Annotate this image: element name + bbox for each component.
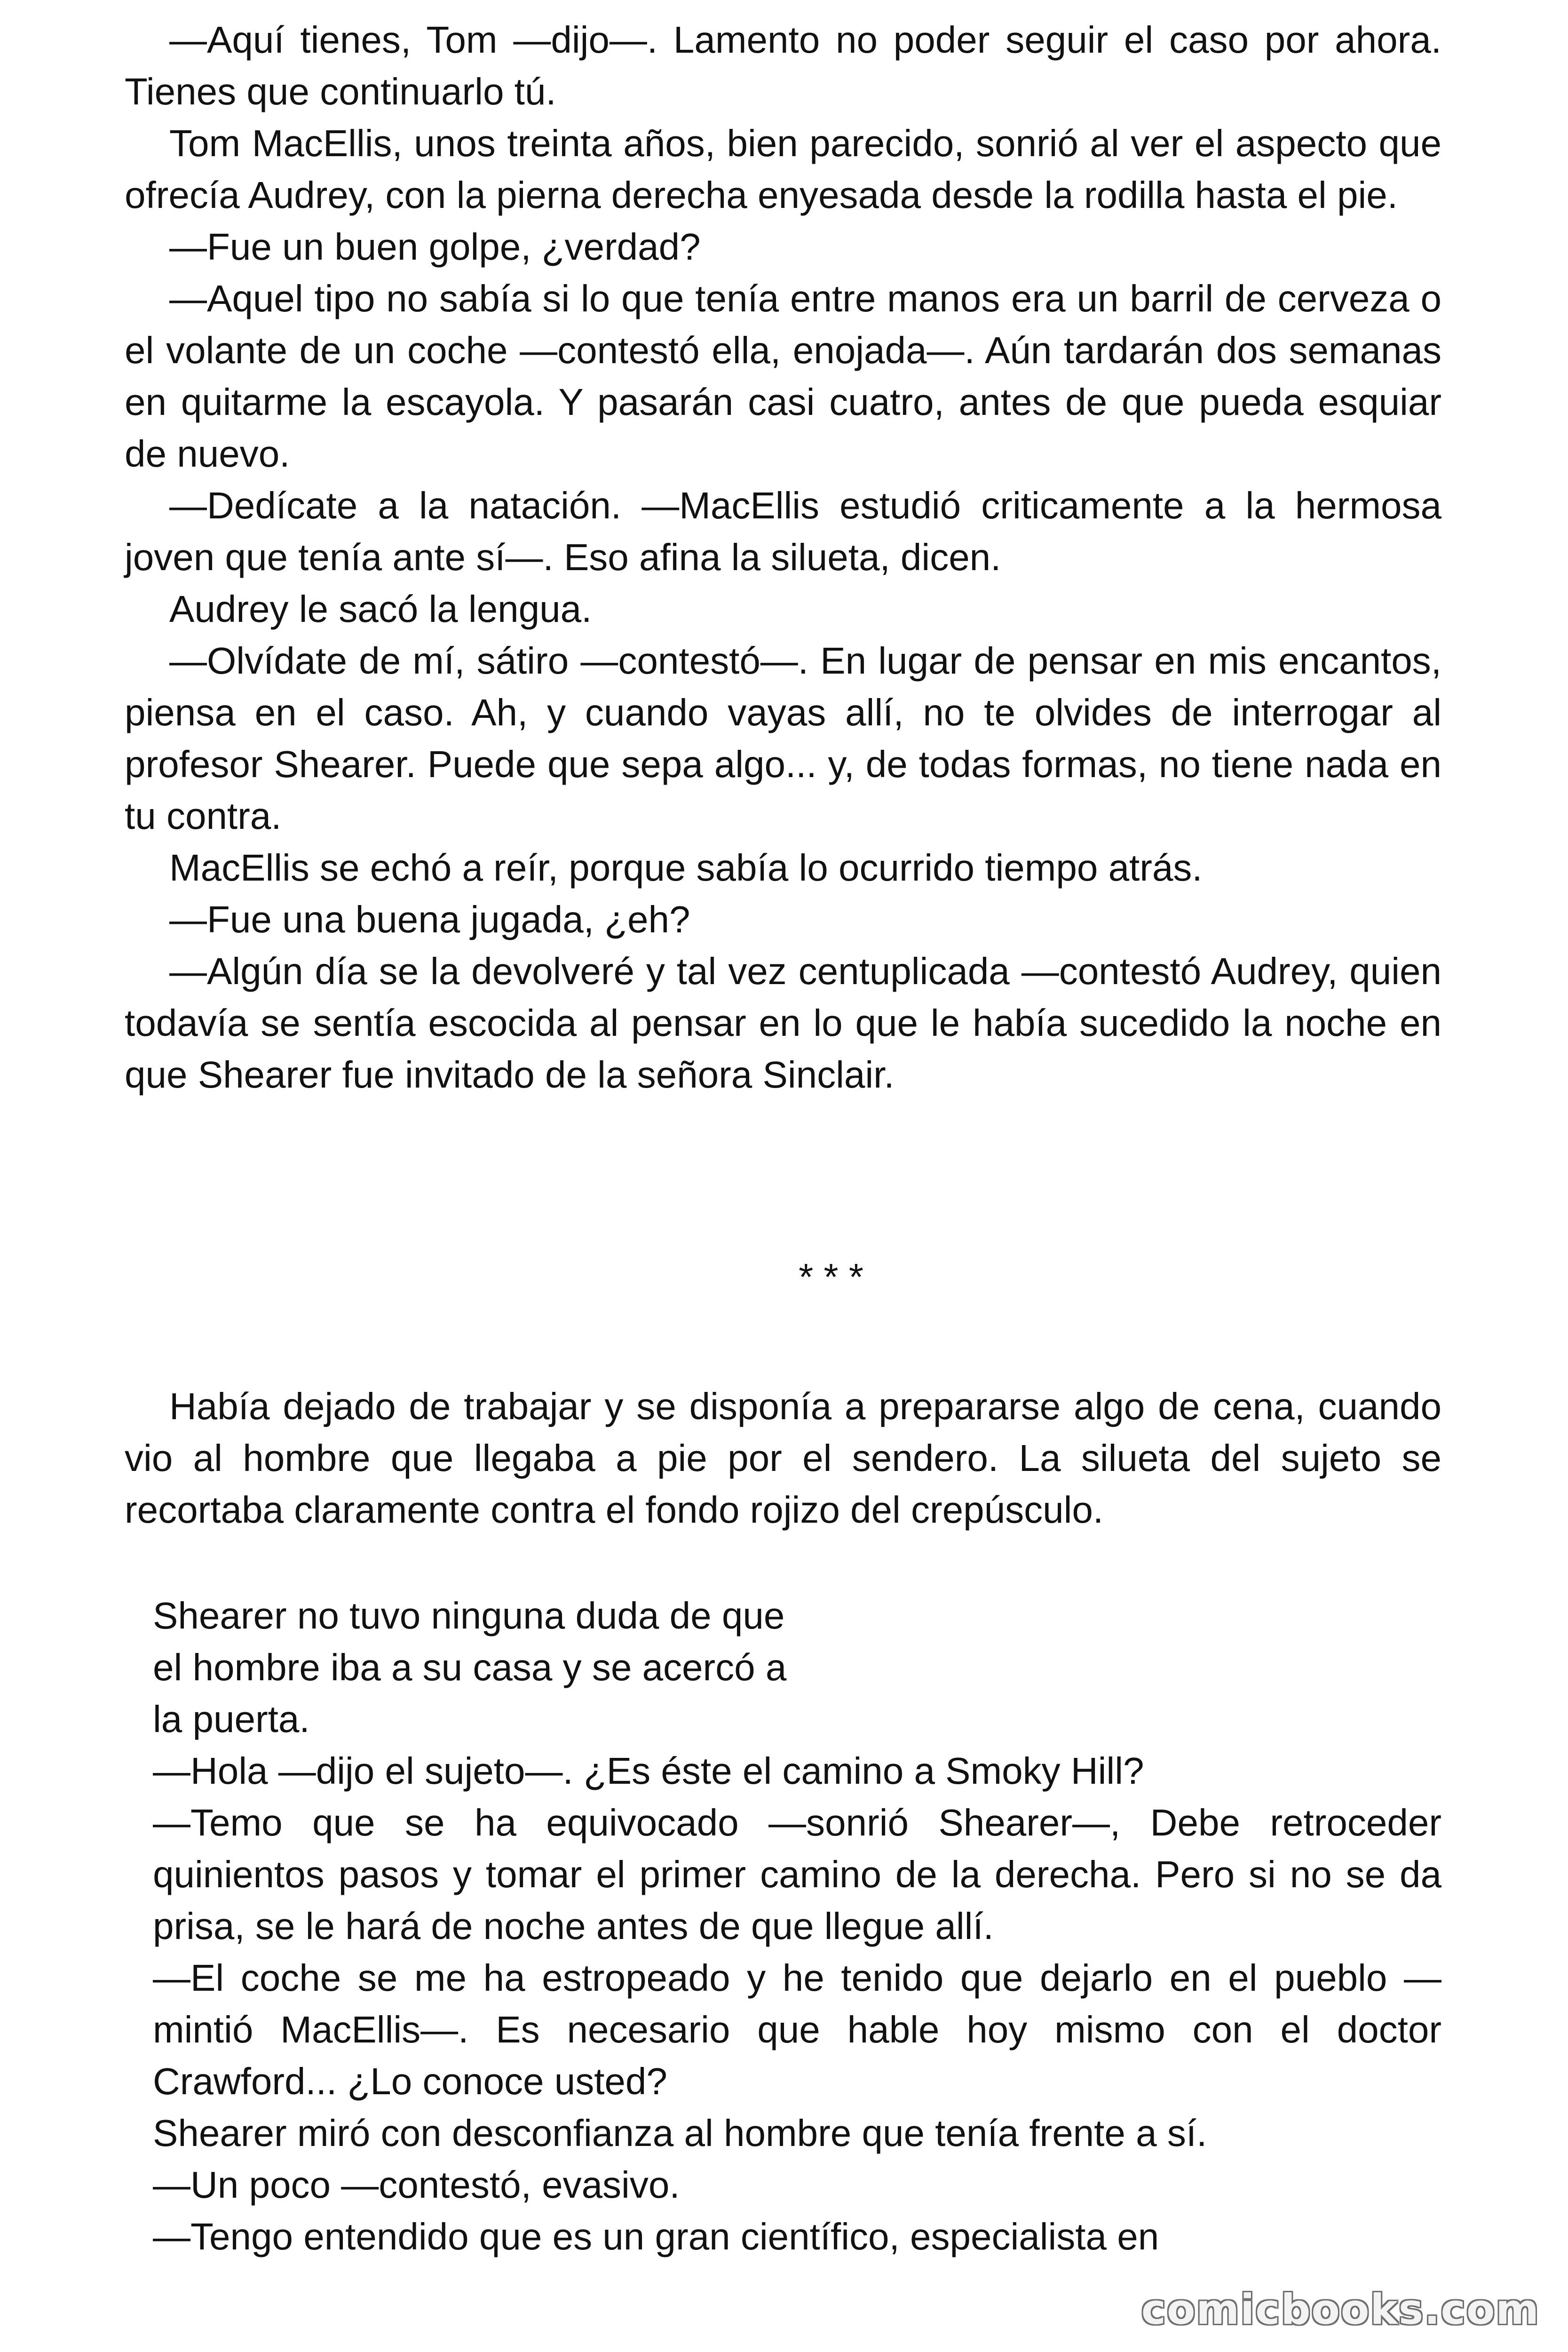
paragraph: —Dedícate a la natación. —MacEllis estudió criticamente a la hermosa joven que tenía ante sí—. Eso afina la silueta, dicen.: [125, 485, 1441, 578]
paragraph: —Hola —dijo el sujeto—. ¿Es éste el camino a Smoky Hill?: [153, 1750, 1144, 1792]
paragraph: —Aquí tienes, Tom —dijo—. Lamento no poder seguir el caso por ahora. Tienes que continuarlo tú.: [125, 19, 1441, 112]
paragraph: Audrey le sacó la lengua.: [169, 588, 592, 630]
narrow-line: la puerta.: [153, 1698, 310, 1740]
paragraph: —Temo que se ha equivocado —sonrió Shearer—, Debe retroceder quinientos pasos y tomar el primer camino de la derecha. Pero si no se da prisa, se le hará de noche antes de que llegue allí.: [153, 1802, 1441, 1947]
paragraph: —Fue una buena jugada, ¿eh?: [169, 898, 690, 940]
section-two-body: [153, 1590, 1441, 2263]
paragraph: —Olvídate de mí, sátiro —contestó—. En lugar de pensar en mis encantos, piensa en el caso. Ah, y cuando vayas allí, no te olvides de interrogar al profesor Shearer. Puede que sepa algo... y, de todas formas, no tiene nada en tu contra.: [125, 640, 1441, 837]
paragraph: Había dejado de trabajar y se disponía a prepararse algo de cena, cuando vio al hombre que llegaba a pie por el sendero. La silueta del sujeto se recortaba claramente contra el fondo rojizo del crepúsculo.: [125, 1385, 1441, 1531]
paragraph: —Un poco —contestó, evasivo.: [153, 2164, 680, 2206]
narrow-line: el hombre iba a su casa y se acercó a: [153, 1646, 787, 1688]
paragraph: MacEllis se echó a reír, porque sabía lo ocurrido tiempo atrás.: [169, 847, 1203, 889]
section-one: [125, 14, 1441, 1101]
paragraph: —Fue un buen golpe, ¿verdad?: [169, 226, 701, 268]
paragraph: Tom MacEllis, unos treinta años, bien parecido, sonrió al ver el aspecto que ofrecía Audrey, con la pierna derecha enyesada desde la rodilla hasta el pie.: [125, 122, 1441, 216]
paragraph: —El coche se me ha estropeado y he tenido que dejarlo en el pueblo —mintió MacEllis—. Es necesario que hable hoy mismo con el doctor Crawford... ¿Lo conoce usted?: [153, 1957, 1441, 2102]
paragraph: —Tengo entendido que es un gran científico, especialista en: [153, 2216, 1159, 2257]
section-two-opening: [125, 1381, 1441, 1536]
paragraph: —Aquel tipo no sabía si lo que tenía entre manos era un barril de cerveza o el volante de un coche —contestó ella, enojada—. Aún tardarán dos semanas en quitarme la escayola. Y pasarán casi cuatro, antes de que pueda esquiar de nuevo.: [125, 278, 1441, 475]
paragraph: —Algún día se la devolveré y tal vez centuplicada —contestó Audrey, quien todavía se sentía escocida al pensar en lo que le había sucedido la noche en que Shearer fue invitado de la señora Sinclair.: [125, 950, 1441, 1096]
narrow-line: Shearer no tuvo ninguna duda de que: [153, 1595, 785, 1637]
separator-stars: * * *: [799, 1256, 863, 1298]
section-separator: [0, 1251, 1568, 1303]
watermark: comicbooks.com: [1141, 2285, 1540, 2334]
paragraph: Shearer miró con desconfianza al hombre que tenía frente a sí.: [153, 2112, 1207, 2154]
